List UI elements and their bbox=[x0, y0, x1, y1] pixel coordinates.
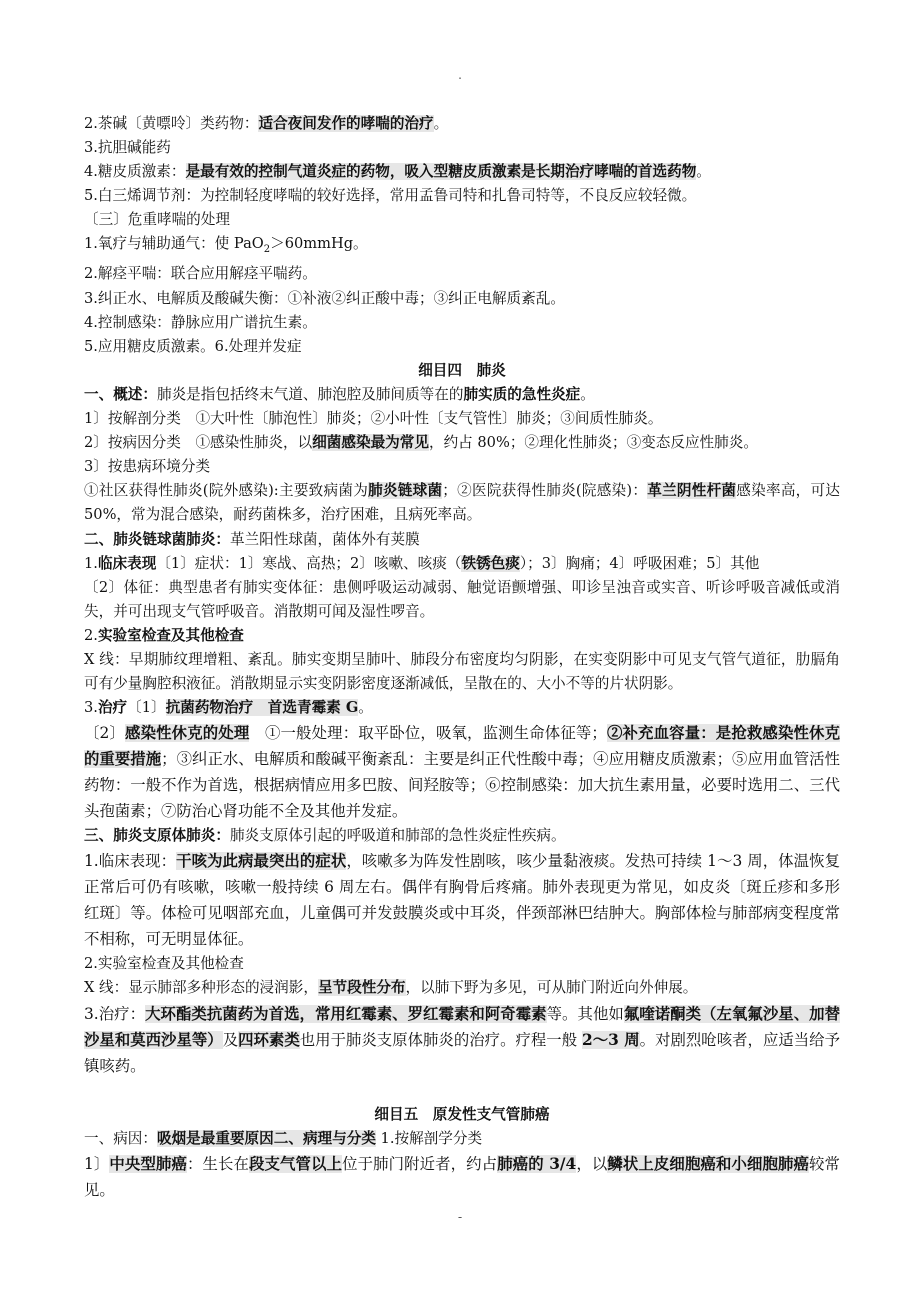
text-run: 〔2〕 bbox=[84, 724, 126, 743]
bold-text: 肺实质的急性炎症 bbox=[463, 385, 581, 403]
text-run: 4.糖皮质激素： bbox=[84, 163, 186, 181]
bold-text: 一、概述： bbox=[84, 385, 157, 403]
text-run: 较常见。 bbox=[84, 1154, 840, 1199]
highlighted-text: 肺炎链球菌 bbox=[368, 482, 443, 500]
text-line bbox=[84, 184, 840, 208]
text-line bbox=[84, 976, 840, 1000]
text-line bbox=[84, 952, 840, 976]
blank-line bbox=[84, 1079, 840, 1103]
text-run: 2〕按病因分类 ①感染性肺炎，以 bbox=[84, 434, 313, 452]
text-run: 5.白三烯调节剂：为控制轻度哮喘的较好选择，常用孟鲁司特和扎鲁司特等，不良反应较轻微。 bbox=[84, 187, 697, 205]
text-run: X 线：早期肺纹理增粗、紊乱。肺实变期呈肺叶、肺段分布密度均匀阴影，在实变阴影中可见支气管气道征，肋膈角可有少量胸腔积液征。消散期显示实变阴影密度逐渐减低，呈散在的、大小不等的片状阴影。 bbox=[84, 650, 840, 693]
section-heading bbox=[84, 359, 840, 383]
bold-text: 三、肺炎支原体肺炎： bbox=[84, 827, 230, 845]
bold-text: 实验室检查及其他检查 bbox=[97, 626, 244, 644]
highlighted-text: 中央型肺癌 bbox=[109, 1154, 187, 1173]
highlighted-text: ②补充血容量：是抢救感染性休克的重要措施 bbox=[84, 724, 840, 769]
text-line bbox=[84, 112, 840, 136]
text-run: 4.控制感染：静脉应用广谱抗生素。 bbox=[84, 313, 317, 331]
text-run: 〔1〕症状：1〕寒战、高热；2〕咳嗽、咳痰（ bbox=[156, 554, 462, 572]
text-line bbox=[84, 311, 840, 335]
text-run: 肺炎是指包括终末气道、肺泡腔及肺间质等在的 bbox=[156, 385, 464, 403]
highlighted-text: 适合夜间发作的哮喘的治疗 bbox=[258, 115, 434, 132]
highlighted-text: 呈节段性分布 bbox=[317, 979, 406, 997]
text-line bbox=[84, 648, 840, 696]
highlighted-text: 肺癌的 3/4 bbox=[497, 1154, 577, 1173]
bold-text: 治疗 bbox=[97, 699, 128, 717]
highlighted-text: 二、病理与分类 bbox=[273, 1129, 376, 1147]
highlighted-text: 干咳为此病最突出的症状 bbox=[176, 852, 347, 871]
text-run: 。 bbox=[433, 115, 449, 132]
text-run: 3.抗胆碱能药 bbox=[84, 139, 171, 157]
text-run: ：生长在 bbox=[186, 1154, 250, 1173]
text-run: 及 bbox=[222, 1030, 239, 1049]
text-line bbox=[84, 576, 840, 624]
text-run: 一、病因： bbox=[84, 1129, 157, 1147]
text-run: 1.临床表现： bbox=[84, 852, 177, 871]
text-run: ；②医院获得性肺炎(院感染)： bbox=[442, 482, 648, 500]
text-line bbox=[84, 208, 840, 232]
text-run: 2. bbox=[84, 626, 98, 644]
highlighted-text: 细菌感染最为常见 bbox=[312, 434, 429, 452]
bold-text: 临床表现 bbox=[97, 554, 157, 572]
text-line bbox=[84, 1127, 840, 1151]
text-line bbox=[84, 232, 840, 262]
text-run: 2.茶碱〔黄嘌呤〕类药物： bbox=[84, 115, 259, 132]
highlighted-text: 四环素类 bbox=[238, 1030, 300, 1049]
highlighted-text: 革兰阴性杆菌 bbox=[647, 482, 737, 500]
text-run: 1.氧疗与辅助通气：使 PaO bbox=[84, 235, 264, 253]
bold-text: 细目四 肺炎 bbox=[418, 361, 506, 379]
text-run: 感染率高，可达 50%，常为混合感染，耐药菌株多，治疗困难，且病死率高。 bbox=[84, 482, 840, 524]
text-run: 2.实验室检查及其他检查 bbox=[84, 955, 244, 973]
text-run: 5.应用糖皮质激素。6.处理并发症 bbox=[84, 337, 302, 355]
bold-text: 二、肺炎链球菌肺炎： bbox=[84, 530, 230, 548]
highlighted-text: 铁锈色痰 bbox=[461, 554, 520, 572]
text-run: 〔三〕危重哮喘的处理 bbox=[84, 211, 230, 229]
text-run: 也用于肺炎支原体肺炎的治疗。疗程一般 bbox=[299, 1030, 583, 1049]
text-line bbox=[84, 720, 840, 824]
text-run: 革兰阳性球菌，菌体外有荚膜 bbox=[229, 530, 420, 548]
text-line bbox=[84, 455, 840, 479]
text-run: 2 bbox=[263, 244, 271, 256]
section-heading bbox=[84, 1103, 840, 1127]
text-line bbox=[84, 431, 840, 455]
text-run: 3.治疗： bbox=[84, 1004, 146, 1023]
text-run: 。 bbox=[580, 385, 595, 403]
text-line bbox=[84, 696, 840, 720]
text-run: ，以肺下野为多见，可从肺门附近向外伸展。 bbox=[405, 979, 698, 997]
highlighted-text: 吸烟是最重要原因 bbox=[156, 1129, 274, 1147]
highlighted-text: 氟喹诺酮类（左氧氟沙星、加替沙星和莫西沙星等） bbox=[84, 1004, 840, 1049]
text-run: 。对剧烈呛咳者，应适当给予镇咳药。 bbox=[84, 1030, 840, 1075]
text-run: ，咳嗽多为阵发性剧咳，咳少量黏液痰。发热可持续 1～3 周，体温恢复正常后可仍有咳嗽，咳嗽一般持续 6 周左右。偶伴有胸骨后疼痛。肺外表现更为常见，如皮炎〔斑丘疹和多形红斑〕等。体检可见咽部充血，儿童偶可并发鼓膜炎或中耳炎，伴颈部淋巴结肿大。胸部体检与肺部病变程度常不相称，可无明显体征。 bbox=[84, 852, 840, 949]
text-run: ①社区获得性肺炎(院外感染):主要致病菌为 bbox=[84, 482, 369, 500]
text-run: 。 bbox=[696, 163, 711, 181]
text-run: 位于肺门附近者，约占 bbox=[342, 1154, 498, 1173]
text-run: 1〕按解剖分类 ①大叶性〔肺泡性〕肺炎；②小叶性〔支气管性〕肺炎；③间质性肺炎。 bbox=[84, 410, 663, 428]
highlighted-text: 鳞状上皮细胞癌和小细胞肺癌 bbox=[607, 1154, 810, 1173]
footer-mark: - bbox=[457, 1210, 463, 1224]
text-run: 〔1〕 bbox=[127, 699, 166, 717]
text-run: 。 bbox=[358, 699, 373, 717]
highlighted-text: 抗菌药物治疗 首选青霉素 G bbox=[165, 699, 359, 717]
text-line bbox=[84, 1001, 840, 1079]
text-run: 2.解痉平喘：联合应用解痉平喘药。 bbox=[84, 265, 317, 283]
text-line bbox=[84, 335, 840, 359]
text-run: 3〕按患病环境分类 bbox=[84, 458, 211, 476]
text-line bbox=[84, 848, 840, 952]
text-line bbox=[84, 407, 840, 431]
highlighted-text: 大环酯类抗菌药为首选，常用红霉素、罗红霉素和阿奇霉素 bbox=[145, 1004, 547, 1023]
text-run: 3.纠正水、电解质及酸碱失衡：①补液②纠正酸中毒；③纠正电解质紊乱。 bbox=[84, 289, 565, 307]
document-body bbox=[84, 112, 840, 1203]
text-line bbox=[84, 1151, 840, 1203]
highlighted-text: 段支气管以上 bbox=[249, 1154, 343, 1173]
text-run: X 线：显示肺部多种形态的浸润影， bbox=[84, 979, 318, 997]
text-line bbox=[84, 160, 840, 184]
highlighted-text: 感染性休克的处理 bbox=[125, 724, 250, 743]
text-run: 〔2〕体征：典型患者有肺实变体征：患侧呼吸运动减弱、触觉语颤增强、叩诊呈浊音或实音、听诊呼吸音减低或消失，并可出现支气管呼吸音。消散期可闻及湿性啰音。 bbox=[84, 578, 840, 620]
text-run: 1. bbox=[84, 554, 98, 572]
text-run: 1〕 bbox=[84, 1154, 110, 1173]
text-run: ）；3〕胸痛；4〕呼吸困难；5〕其他 bbox=[519, 554, 760, 572]
text-run: ，以 bbox=[576, 1154, 608, 1173]
text-run: 1.按解剖学分类 bbox=[375, 1129, 483, 1147]
text-run: ＞60mmHg。 bbox=[270, 235, 368, 253]
header-mark: . bbox=[458, 68, 462, 82]
text-line bbox=[84, 624, 840, 648]
text-run: ，约占 80%；②理化性肺炎；③变态反应性肺炎。 bbox=[428, 434, 758, 452]
text-line bbox=[84, 479, 840, 527]
text-run: ①一般处理：取平卧位，吸氧，监测生命体征等； bbox=[249, 724, 607, 743]
text-line bbox=[84, 552, 840, 576]
text-line bbox=[84, 287, 840, 311]
text-line bbox=[84, 136, 840, 160]
text-line bbox=[84, 383, 840, 407]
text-line bbox=[84, 528, 840, 552]
text-line bbox=[84, 824, 840, 848]
highlighted-text: 2～3 周 bbox=[582, 1030, 640, 1049]
highlighted-text: 是最有效的控制气道炎症的药物，吸入型糖皮质激素是长期治疗哮喘的首选药物 bbox=[185, 163, 697, 181]
text-run: 肺炎支原体引起的呼吸道和肺部的急性炎症性疾病。 bbox=[229, 827, 566, 845]
bold-text: 细目五 原发性支气管肺癌 bbox=[374, 1105, 550, 1123]
text-line bbox=[84, 262, 840, 286]
text-run: 3. bbox=[84, 699, 98, 717]
text-run: ；③纠正水、电解质和酸碱平衡紊乱：主要是纠正代性酸中毒；④应用糖皮质激素；⑤应用血管活性药物：一般不作为首选，根据病情应用多巴胺、间羟胺等；⑥控制感染：加大抗生素用量，必要时选用二、三代头孢菌素；⑦防治心肾功能不全及其他并发症。 bbox=[84, 750, 840, 821]
text-run: 等。其他如 bbox=[546, 1004, 624, 1023]
